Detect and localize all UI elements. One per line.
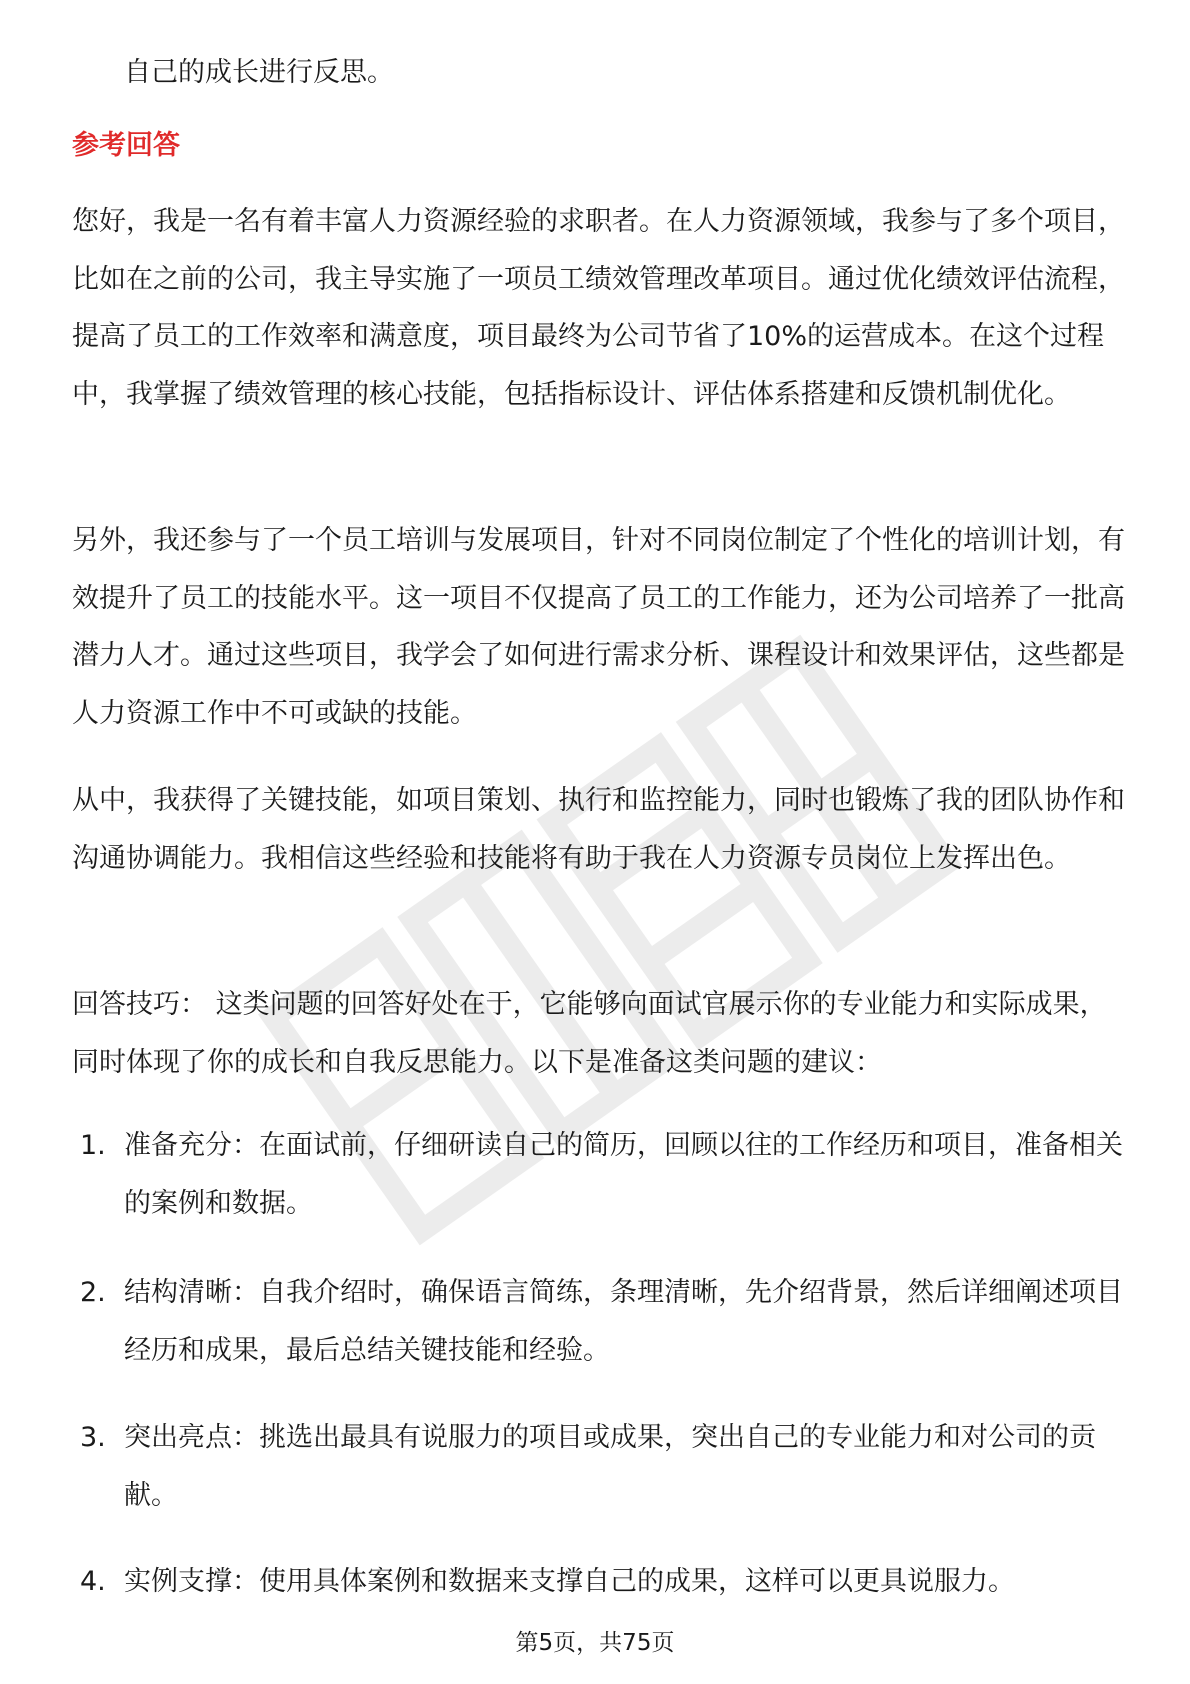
list-item-text: 突出亮点：挑选出最具有说服力的项目或成果，突出自己的专业能力和对公司的贡献。: [124, 1422, 1096, 1511]
list-item-text: 准备充分：在面试前，仔细研读自己的简历，回顾以往的工作经历和项目，准备相关的案例和数据。: [124, 1130, 1123, 1219]
answer-tips-intro: 回答技巧： 这类问题的回答好处在于，它能够向面试官展示你的专业能力和实际成果，同时体现了你的成长和自我反思能力。以下是准备这类问题的建议：: [72, 989, 1107, 1078]
section-title-reference-answer: 参考回答: [72, 130, 180, 161]
answer-paragraph-2: 另外，我还参与了一个员工培训与发展项目，针对不同岗位制定了个性化的培训计划，有效提升了员工的技能水平。这一项目不仅提高了员工的工作能力，还为公司培养了一批高潜力人才。通过这些项目，我学会了如何进行需求分析、课程设计和效果评估，这些都是人力资源工作中不可或缺的技能。: [72, 525, 1125, 729]
page-number-footer: 第5页，共75页: [515, 1630, 675, 1656]
answer-paragraph-1: 您好，我是一名有着丰富人力资源经验的求职者。在人力资源领域，我参与了多个项目，比如在之前的公司，我主导实施了一项员工绩效管理改革项目。通过优化绩效评估流程，提高了员工的工作效率和满意度，项目最终为公司节省了10%的运营成本。在这个过程中，我掌握了绩效管理的核心技能，包括指标设计、评估体系搭建和反馈机制优化。: [72, 206, 1125, 410]
list-item: [80, 1409, 1132, 1524]
list-item-number: 3.: [80, 1422, 106, 1453]
list-item-number: 2.: [80, 1277, 106, 1308]
continuation-text: 自己的成长进行反思。: [124, 57, 394, 88]
list-item-number: 4.: [80, 1566, 106, 1597]
list-item: [80, 1553, 1132, 1611]
list-item: [80, 1117, 1132, 1232]
list-item: [80, 1264, 1132, 1379]
list-item-number: 1.: [80, 1130, 106, 1161]
answer-paragraph-3: 从中，我获得了关键技能，如项目策划、执行和监控能力，同时也锻炼了我的团队协作和沟通协调能力。我相信这些经验和技能将有助于我在人力资源专员岗位上发挥出色。: [72, 785, 1125, 874]
list-item-text: 结构清晰：自我介绍时，确保语言简练，条理清晰，先介绍背景，然后详细阐述项目经历和成果，最后总结关键技能和经验。: [124, 1277, 1123, 1366]
list-item-text: 实例支撑：使用具体案例和数据来支撑自己的成果，这样可以更具说服力。: [124, 1566, 1015, 1597]
